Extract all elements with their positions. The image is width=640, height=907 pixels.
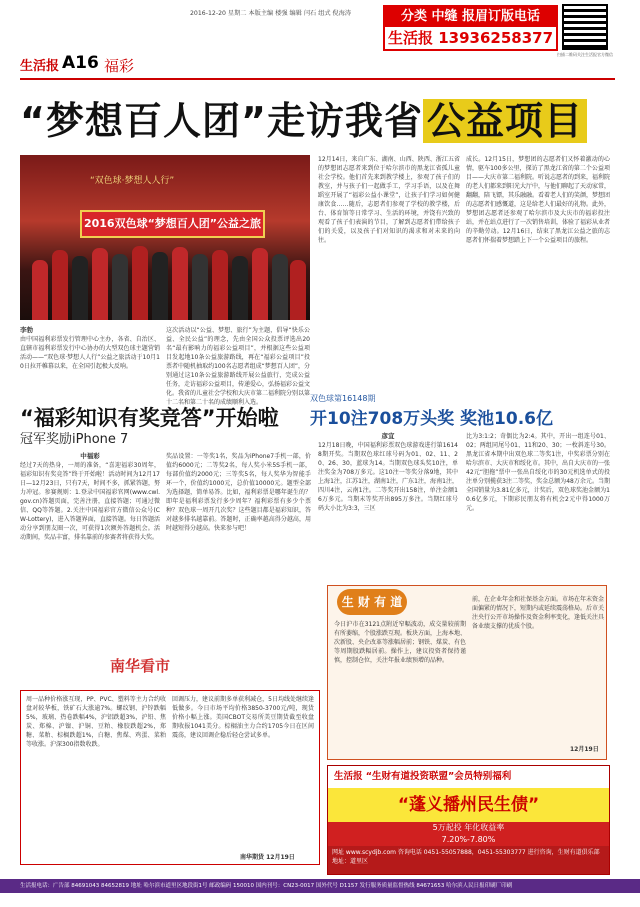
advert-band: “蓬义播州民生债” — [328, 788, 609, 822]
photo-stage-text: “双色球·梦想人人行” — [90, 176, 175, 186]
nanhua-col2: 回调压力，建议前期多单获利减仓，5日均线处继续逢低做多。今日市场平均价格3850-3700元/吨，现货价格小幅上涨。美国CBOT交易所美豆期货截至收盘期收报1041美分。棕榈油主力合约1705今日在区间震荡，建议回调企稳后轻仓尝试多单。 — [172, 696, 314, 739]
lottery-headline: 开10注708万头奖 奖池10.6亿 — [310, 409, 554, 429]
lead-headline — [20, 90, 587, 145]
header-divider — [20, 78, 615, 80]
nanhua-col1: 周一品种价格涨互现，PP、PVC、塑料等主力合约收盘对较华板，铁矿石大涨逾7%。螺纹钢、沪锌跌幅5%，玻璃、热卷跌幅4%，沪铝跌超3%，沪铅、焦炭、郑棉、沪镍、沪铜、豆粕、橡胶跌超2%，郑糖、菜粕、棕榈跌超1%，白糖、焦煤、鸡蛋、菜粕等收涨。沪深300指数收跌。 — [26, 696, 166, 748]
finance-head: 生 财 有 道 — [337, 589, 407, 615]
lead-photo — [20, 155, 310, 320]
advert-mid-1: 5万起投 年化收益率 — [432, 823, 505, 832]
finance-date: 12月19日 — [570, 746, 599, 753]
section-name: 福彩 — [104, 57, 135, 75]
advert-mid-2: 7.20%-7.80% — [441, 835, 496, 844]
lead-col3: 12月14日，来自广东、湖南、山西、陕西、浙江五省的梦想团志愿者来到位于哈尔滨市的黑龙江省孤儿童社会学校。他们首先来到教学楼上，参观了孩子们的教室，并与孩子们一起做手工，学习手语，以及在舞蹈室开展了“福彩公益小课堂”，让孩子们学习如何健康饮食……随后，志愿者们参观了学校的教学楼，后台、体育馆等日常学习、生活的环境，并饶有兴致的观看了孩子们表演的节目，了解到志愿者们带给孩子们的关爱，以及孩子们对知识的渴求和对未来的向往。 — [318, 156, 460, 244]
lead-col4: 成长。12月15日，梦想团的志愿者们又怀着激动的心情，驱车100多公里，探访了黑龙江省的第二个公益项目——大庆市第二福利院。听说志愿者的到来，福利院的老人们都来到阳光大厅中，与他们聊起了天动家常，翻翻，陪飞镖，其乐融融。看着老人们的笑颜，梦想团的志愿者们感慨道，这是给老人们最好的礼物。此外，梦想团志愿者还参观了哈尔滨市及大庆市的福彩投注站，并在站点进行了一次销售培训，体验了福彩从业者的辛勤劳动。12月16日，结束了黑龙江公益之旅的志愿者们怀揣着梦想踏上下一个公益项目的旅程。 — [466, 156, 611, 244]
quiz-byline: 中福彩 — [80, 452, 100, 460]
quiz-col1-text: 经过7天的热身，一周的准备，“喜迎福彩30周年，福彩知识有奖竞答”终于开始啦！活动时间为12月17日—12月23日，只有7天，时间不多，抓紧答题，努力冲冠。参赛规则：1.登录中国福彩官网(www.cwl.gov.cn)答题页面，完善注册，直接答题；可通过微信、QQ等答题。2.关注中国福彩官方微信公众号(CW-Lottery)，进入答题界面，直接答题。每日答题活动分享到朋友圈一次，可获得1次额外答题机会。活动期间，奖品丰富，排名靠前的参赛者将获得大奖。 — [20, 462, 160, 541]
bond-advert — [327, 765, 610, 875]
finance-col2: 前，在企业年金和社保基金方面。市场在年末资金面偏紧的情况下，短期内或延续震荡格局。后市关注央行公开市场操作及资金利率变化，逢低关注具备业绩支撑的优质个股。 — [472, 596, 605, 630]
lottery-col1-text: 12月18日晚，中国福利彩票双色球游戏进行第16148期开奖。当期双色球红球号码为01、02、11、20、26、30，蓝球为14。当期双色球头奖10注，单注奖金为708万多元。这10注一等奖分落9地，其中上海1注，江苏1注，湖南1注，广东1注，海南1注，四川4注，云南1注。二等奖开出158注，单注金额16万多元。当期末等奖开出895万多注。当期红球号码大小比为3:3，三区 — [318, 442, 458, 512]
nanhua-title: 南华看市 — [110, 657, 171, 675]
lottery-col2: 比为3:1:2；奇偶比为2:4。其中，开出一组连号01、02；两组同尾号01、11和20、30；一枚斜连号30。黑龙江省本期中出双色球二等奖1注，中奖彩票分别在哈尔滨市、大庆市和绥化市。其中，出自大庆市的一张42元“胆拖”票中一张出自绥化市的30元机选单式的投注单分别揽获3注二等奖，奖金总额为48万余元。当期全国销量为3.81亿多元，计奖后，双色球奖池金额为10.6亿多元，下期彩民朋友将有机会2元中得1000万元。 — [466, 433, 611, 512]
lottery-byline: 彦宜 — [381, 432, 395, 440]
quiz-headline: “福彩知识有奖竞答”开始啦 — [20, 406, 279, 430]
advert-mid — [328, 822, 609, 846]
lead-headline-highlight: 公益项目 — [423, 99, 587, 143]
promo-top: 分类 中缝 报眉订版电话 — [385, 7, 556, 27]
lead-caption — [20, 326, 160, 386]
qr-caption: 扫描二维码关注生活报官方微信 — [557, 52, 613, 57]
finance-col1: 今日沪市在3121点附近窄幅波动，成交量较前期有所萎缩，个股涨跌互现。板块方面，上海本地、次新股、央企改革等涨幅居前；钢铁、煤炭、有色等周期股跌幅居前。操作上，建议投资者保持谨慎，控制仓位，关注年报业绩预增的品种。 — [334, 621, 467, 664]
quiz-col1 — [20, 452, 160, 652]
lead-headline-pre: “梦想百人团”走访我省 — [20, 99, 423, 143]
quiz-col2: 奖品设置：一等奖1名，奖品为iPhone7手机一部，价值约6000元；二等奖2名，每人奖小米5S手机一部，每部价值约2000元；三等奖5名，每人奖华为智能手环一个，价值约1000元，总价值10000元。题型全部为选择题，简单易答。比如，福利彩票是哪年诞生的？即年是福利彩票发行多少周年？福利彩票有多少个票种？双色球一周开几次奖？这些题目都是福彩知识，答对越多排名越靠前。答题时，正确率越高得分越高，用时越短得分越高。快来参与吧！ — [166, 453, 311, 532]
lead-caption-text: 由中国福利彩票发行管理中心主办，各省、自治区、直辖市福利彩票发行中心协办的大型双色球主题营销活动——“双色球·梦想人人行”公益之旅活动于10月10日拉开帷幕以来，在全国引起极大反响。 — [20, 336, 160, 370]
qr-code-icon — [562, 4, 608, 50]
lottery-col1 — [318, 432, 458, 580]
footer-bar: 生活报电话：广告部 84691043 84652819 地址 哈尔滨市道里区地段街1号 邮政编码 150010 国内刊号：CN23-0017 国外代号 D1157 发行服务质量监督热线 84671653 哈尔滨人民日报印刷厂印刷 — [0, 879, 640, 893]
promo-phone: 生活报 13936258377 — [387, 29, 554, 47]
quiz-subtitle: 冠军奖励iPhone 7 — [20, 432, 129, 447]
date-line: 2016-12-20 星期二 本版主编 楼强 编辑 闫石 组式 倪海涛 — [190, 10, 352, 17]
lead-byline: 李勃 — [20, 326, 33, 334]
advert-bottom: 网址 www.scydjb.com 咨询电话 0451-55057888，0451-55303777 进行咨询，生财有道俱乐部地址：道里区 — [328, 846, 609, 874]
lead-col2: 这次活动以“公益、梦想、旅行”为主题，倡导“快乐公益、全民公益”的理念，先由全国公众投票评选出20名“最有影响力的福彩公益项目”，并根据这些公益项目发起地10条公益旅游路线，再在“福彩公益项目”投票者中随机抽取约100名志愿者组成“梦想百人团”，分别通过这10条公益旅游路线开展公益旅行，完成公益任务，走访福彩公益项目，传递爱心，弘扬福彩公益文化。我省的儿童社会学校和大庆市第二福利院分别以第十二名和第二十名的成绩顺利入选。 — [166, 327, 311, 406]
advert-top: 生活报 “生财有道投资联盟”会员特别福利 — [328, 766, 609, 788]
brand-logo: 生活报 — [20, 59, 60, 74]
page-number: A16 — [62, 53, 99, 73]
promo-box — [383, 5, 558, 51]
lottery-tag: 双色球第16148期 — [310, 394, 376, 403]
nanhua-byline: 南华期货 12月19日 — [240, 854, 295, 861]
photo-banner: 2016双色球“梦想百人团”公益之旅 — [80, 210, 265, 238]
